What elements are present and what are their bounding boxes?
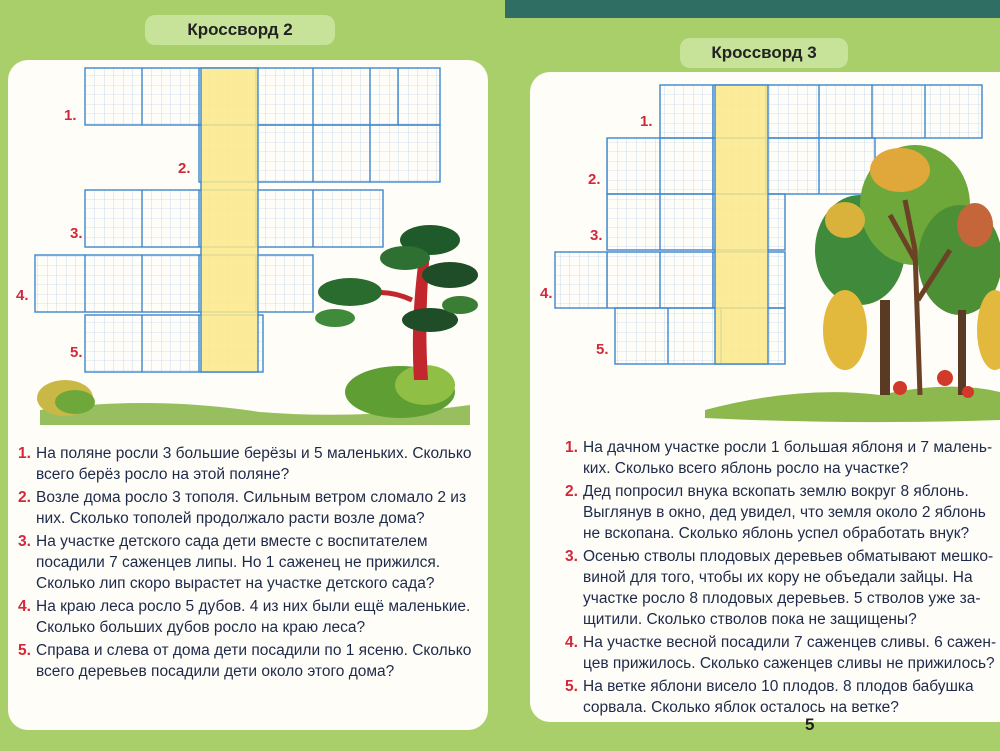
crossword-2-num-5: 5. [70, 344, 83, 361]
question-number: 3. [18, 533, 31, 550]
right-page-title: Кроссворд 3 [680, 38, 848, 68]
question-number: 2. [565, 483, 578, 500]
crossword-2-num-1: 1. [64, 107, 77, 124]
crossword-3-answer-column [715, 85, 768, 364]
left-question-4 [18, 596, 488, 638]
left-page-title: Кроссворд 2 [145, 15, 335, 45]
question-text: На дачном участке росли 1 большая яблоня и 7 малень- ких. Сколько всего яблонь росло на участке? [583, 439, 993, 477]
right-questions-list [565, 437, 1000, 720]
crossword-2-grid [16, 68, 440, 372]
left-question-5 [18, 640, 488, 682]
right-page-number: 5 [805, 715, 815, 734]
question-text: На участке детского сада дети вместе с воспитателем посадили 7 саженцев липы. Но 1 саженец не прижился. Сколько лип скоро вырастет на участке детского сада? [36, 533, 441, 592]
question-text: На поляне росли 3 большие берёзы и 5 маленьких. Сколько всего берёз росло на этой поляне? [36, 445, 472, 483]
question-number: 1. [18, 445, 31, 462]
crossword-2-num-4: 4. [16, 287, 29, 304]
question-text: На краю леса росло 5 дубов. 4 из них были ещё маленькие. Сколько больших дубов росло на краю леса? [36, 598, 471, 636]
question-text: На ветке яблони висело 10 плодов. 8 плодов бабушка сорвала. Сколько яблок осталось на ветке? [583, 678, 974, 716]
question-number: 4. [18, 598, 31, 615]
question-text: Возле дома росло 3 тополя. Сильным ветром сломало 2 из них. Сколько тополей продолжало расти возле дома? [36, 489, 467, 527]
question-number: 5. [565, 678, 578, 695]
left-question-2 [18, 487, 488, 529]
left-questions-list [18, 443, 488, 684]
crossword-2-row-1 [85, 68, 440, 125]
right-question-2 [565, 481, 1000, 544]
crossword-2-answer-column [201, 68, 258, 372]
right-question-5 [565, 676, 1000, 718]
question-number: 1. [565, 439, 578, 456]
crossword-3-num-1: 1. [640, 113, 653, 130]
crossword-3-num-3: 3. [590, 227, 603, 244]
crossword-3-num-2: 2. [588, 171, 601, 188]
question-text: Справа и слева от дома дети посадили по 1 ясеню. Сколько всего деревьев посадили дети около этого дома? [36, 642, 472, 680]
question-number: 4. [565, 634, 578, 651]
left-question-3 [18, 531, 488, 594]
right-question-1 [565, 437, 1000, 479]
right-question-4 [565, 632, 1000, 674]
crossword-3-num-4: 4. [540, 285, 553, 302]
question-number: 5. [18, 642, 31, 659]
crossword-2-num-3: 3. [70, 225, 83, 242]
right-question-3 [565, 546, 1000, 630]
question-text: На участке весной посадили 7 саженцев сливы. 6 сажен- цев прижилось. Сколько саженцев сливы не прижилось? [583, 634, 997, 672]
question-text: Осенью стволы плодовых деревьев обматывают мешко- виной для того, чтобы их кору не объедали зайцы. На участке росло 8 плодовых деревьев. 5 стволов уже за- щитили. Сколько стволов пока не защищены? [583, 548, 994, 628]
crossword-2-num-2: 2. [178, 160, 191, 177]
crossword-2-row-4 [35, 255, 313, 312]
crossword-3-row-1 [660, 85, 982, 138]
left-question-1 [18, 443, 488, 485]
question-number: 3. [565, 548, 578, 565]
question-text: Дед попросил внука вскопать землю вокруг 8 яблонь. Выглянув в окно, дед увидел, что земля около 2 яблонь не вскопана. Сколько яблонь успел обработать внук? [583, 483, 986, 542]
question-number: 2. [18, 489, 31, 506]
crossword-3-num-5: 5. [596, 341, 609, 358]
